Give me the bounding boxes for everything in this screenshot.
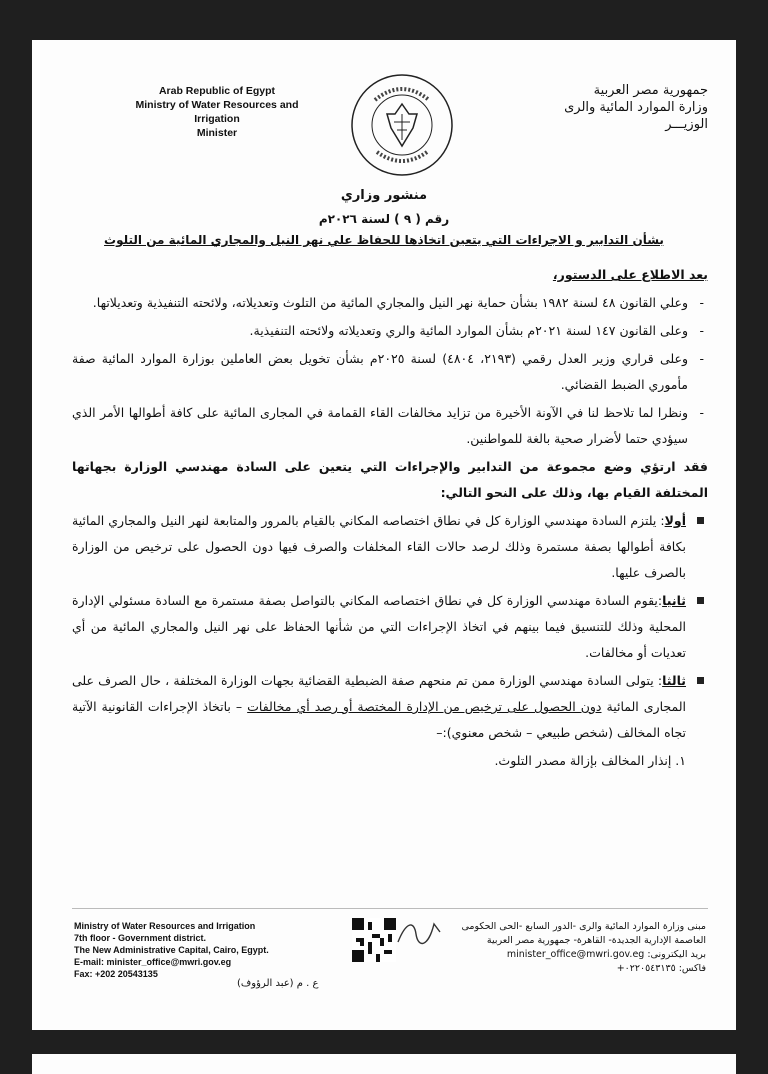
preamble-item: - وعلي القانون ٤٨ لسنة ١٩٨٢ بشأن حماية نهر النيل والمجاري المائية من التلوث وتعديلاته، ولائحته التنفيذية وتعديلاتها. <box>72 290 708 316</box>
signature-icon <box>394 912 444 952</box>
decision-item-second <box>72 588 708 666</box>
document-type: منشور وزاري <box>340 188 428 203</box>
document-body <box>72 262 708 776</box>
preamble-lead: بعد الاطلاع على الدستور، <box>552 267 708 282</box>
footer-ar-line: فاكس: ٠٢٢٠٥٤٣١٣٥+ <box>616 963 706 974</box>
header-ar-ministry: وزارة الموارد المائية والرى <box>564 100 708 115</box>
preamble-item: - ونظرا لما تلاحظ لنا في الآونة الأخيرة من تزايد مخالفات القاء القمامة في المجارى المائية على كافة أطوالها الأمر الذي سيؤدي حتما لأضرار صحية بالغة للمواطنين. <box>72 400 708 452</box>
item-label: ثالثا <box>662 673 686 688</box>
footer-ar-line: بريد اليكترونى: minister_office@mwri.gov.eg <box>506 949 706 960</box>
footer-en-line: E-mail: minister_office@mwri.gov.eg <box>74 957 232 967</box>
qr-code-icon <box>352 918 396 962</box>
document-number: رقم ( ٩ ) لسنة ٢٠٢٦م <box>318 212 450 226</box>
square-bullet-icon <box>697 597 704 604</box>
header-ar-minister: الوزيـــر <box>665 117 708 132</box>
item-text: : يلتزم السادة مهندسي الوزارة كل في نطاق اختصاصه المكاني بالقيام بالمرور والمتابعة لنهر النيل والمجاري المائية بكافة أطوالها بصفة مستمرة وذلك لرصد حالات القاء المخلفات والصرف فيها دون الحصول على ترخيص من الوزارة بالصرف عليها. <box>72 513 686 580</box>
numbered-action: ١. إنذار المخالف بإزالة مصدر التلوث. <box>494 753 686 768</box>
item-label: ثانيا <box>662 593 686 608</box>
header-arabic <box>488 82 708 133</box>
square-bullet-icon <box>697 677 704 684</box>
header-en-minister: Minister <box>196 127 238 139</box>
footer-en-line: Fax: +202 20543135 <box>74 969 158 979</box>
footer-en-line: The New Administrative Capital, Cairo, Egypt. <box>74 945 269 955</box>
preamble-item: - وعلى القانون ١٤٧ لسنة ٢٠٢١م بشأن الموارد المائية والري وتعديلاته ولائحته التنفيذية. <box>72 318 708 344</box>
item-text-underlined: دون الحصول على ترخيص من الإدارة المختصة أو رصد أي مخالفات <box>247 699 602 714</box>
header-en-country: Arab Republic of Egypt <box>158 85 276 97</box>
item-label: أولا <box>664 513 686 528</box>
ministry-seal-icon <box>347 70 457 180</box>
footer-ar-line: العاصمة الإدارية الجديدة- القاهرة- جمهورية مصر العربية <box>486 935 706 946</box>
header-ar-country: جمهورية مصر العربية <box>593 83 708 98</box>
document-subject: بشأن التدابير و الاجراءات التي يتعين اتخاذها للحفاظ علي نهر النيل والمجاري المائية من التلوث <box>104 233 664 247</box>
item-text: – باتخاذ الإجراءات القانونية الآتية تجاه المخالف (شخص طبيعي – شخص معنوي):– <box>72 699 686 740</box>
document-page <box>32 40 736 1030</box>
item-text: : يتولى السادة مهندسي الوزارة ممن تم منحهم صفة الضبطية القضائية بجهات الوزارة المختلفة ، حال الصرف على المجارى المائية <box>72 673 686 714</box>
header-english <box>122 84 312 140</box>
decision-item-first <box>72 508 708 586</box>
footer-arabic <box>446 920 706 976</box>
item-text: :يقوم السادة مهندسي الوزارة كل في نطاق اختصاصه المكاني بالتواصل بصفة مستمرة مع السادة مسئولي الإدارة المحلية وذلك للتنسيق فيما بينهم في اتخاذ الإجراءات التي من شأنها الحفاظ على نهر النيل والمجاري المائية من أي تعديات أو مخالفات. <box>72 593 686 660</box>
footer-ar-line: مبنى وزارة الموارد المائية والرى -الدور السابع -الحى الحكومى <box>461 921 706 932</box>
footer-divider <box>72 908 708 909</box>
decision-item-third <box>72 668 708 746</box>
square-bullet-icon <box>697 517 704 524</box>
footer-english <box>74 920 324 980</box>
decision-intro: فقد ارتؤي وضع مجموعة من التدابير والإجراءات التي يتعين على السادة مهندسي الوزارة بجهاتها المختلفة القيام بها، وذلك على النحو التالي: <box>72 459 708 500</box>
initials-note: ع . م (عبد الرؤوف) <box>237 978 319 989</box>
footer-en-line: 7th floor - Government district. <box>74 933 207 943</box>
footer-en-line: Ministry of Water Resources and Irrigation <box>74 921 256 931</box>
preamble-item: - وعلى قراري وزير العدل رقمي (٢١٩٣، ٤٨٠٤) لسنة ٢٠٢٥م بشأن تخويل بعض العاملين بوزارة الموارد المائية صفة مأموري الضبط القضائي. <box>72 346 708 398</box>
next-page-edge <box>32 1054 736 1074</box>
header-en-ministry: Ministry of Water Resources and Irrigation <box>135 99 299 125</box>
